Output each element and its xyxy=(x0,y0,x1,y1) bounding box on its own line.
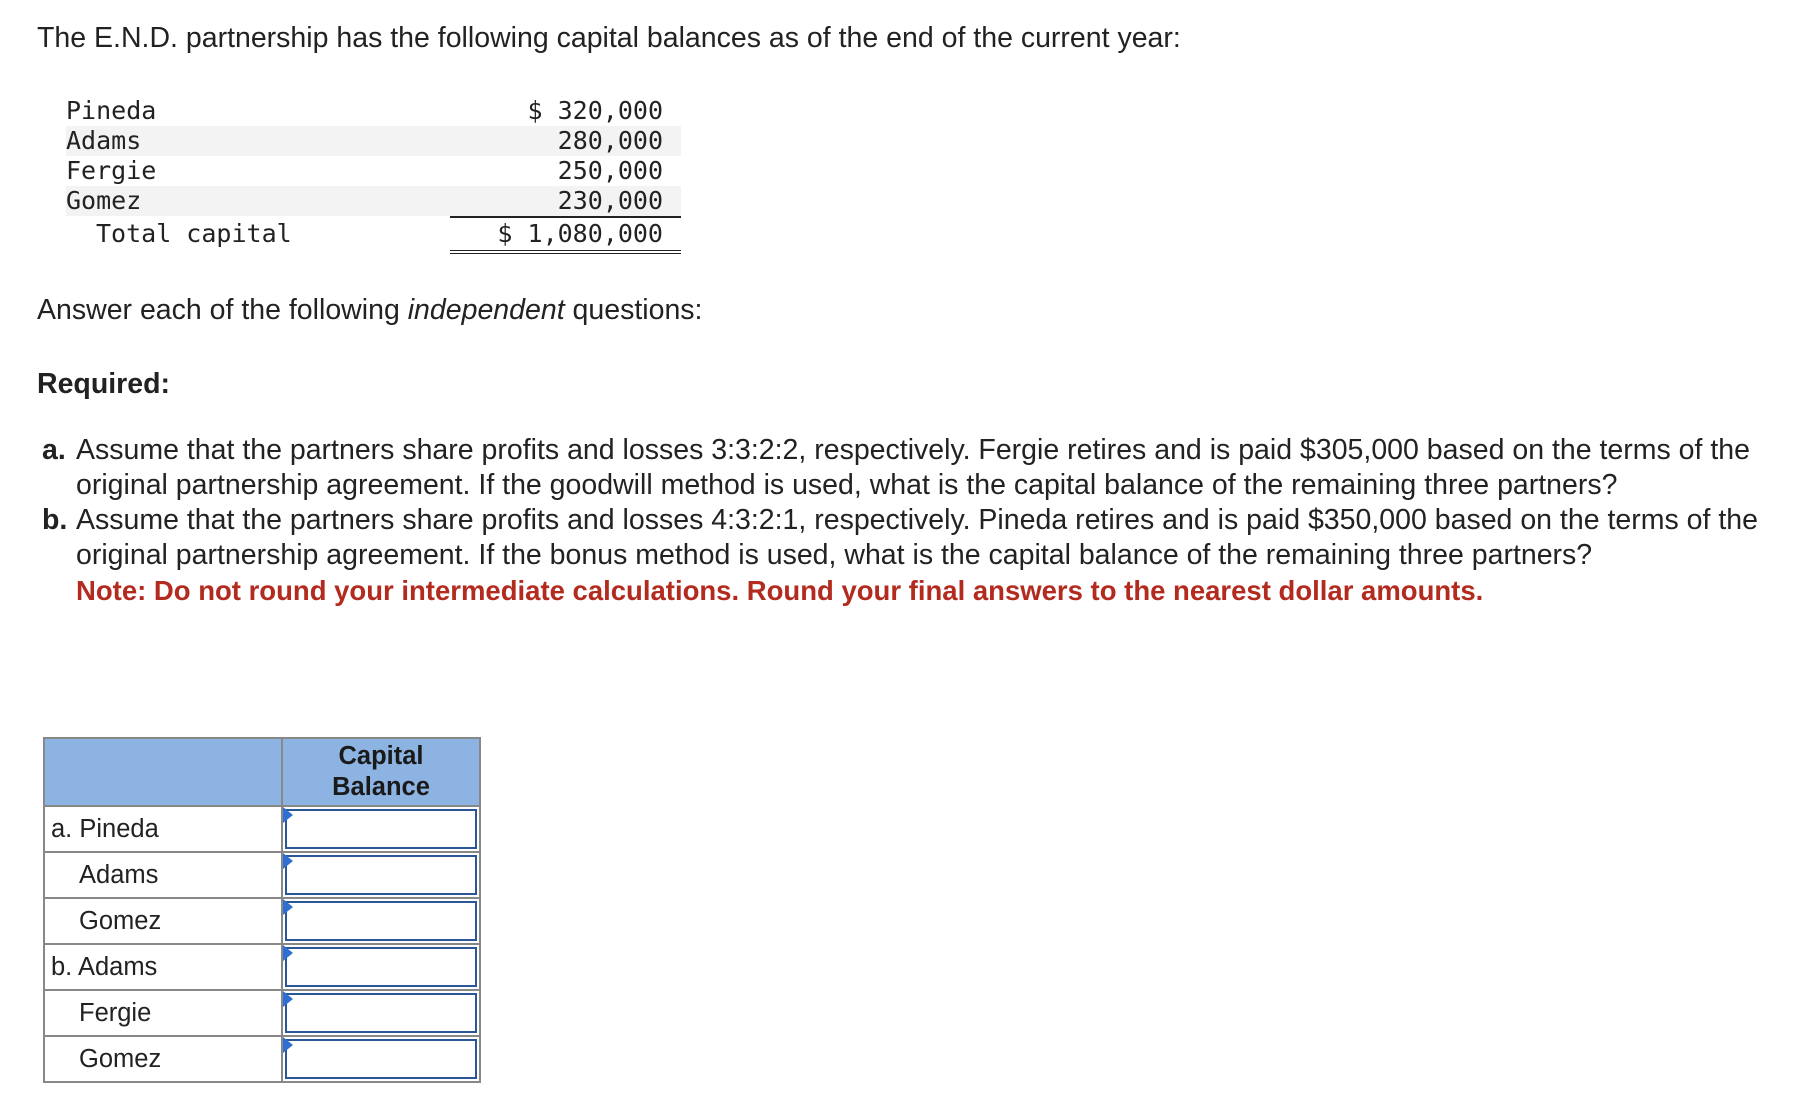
input-cell xyxy=(282,898,480,944)
total-label: Total capital xyxy=(96,219,292,248)
capital-row-adams xyxy=(66,126,681,156)
input-marker-icon xyxy=(283,991,293,1007)
instruction-text xyxy=(37,290,702,330)
input-marker-icon xyxy=(283,945,293,961)
table-row xyxy=(44,852,480,898)
question-text: Assume that the partners share profits and losses 3:3:2:2, respectively. Fergie retires and is paid $305,000 based on the terms of the original partnership agreement. If the goodwill method is used, what is the capital balance of the remaining three partners? xyxy=(76,434,1750,501)
question-text: Assume that the partners share profits and losses 4:3:2:1, respectively. Pineda retires and is paid $350,000 based on the terms of the original partnership agreement. If the bonus method is used, what is the capital balance of the remaining three partners? xyxy=(76,504,1758,571)
instruction-suffix: questions: xyxy=(564,294,703,326)
a-adams-capital-input[interactable] xyxy=(285,855,477,895)
header-line-1: Capital xyxy=(338,742,424,770)
b-fergie-capital-input[interactable] xyxy=(285,993,477,1033)
header-capital-balance xyxy=(282,738,480,806)
partner-amount: $ 320,000 xyxy=(527,96,663,125)
capital-row-pineda xyxy=(66,96,681,126)
rounding-note: Note: Do not round your intermediate calculations. Round your final answers to the nearest dollar amounts. xyxy=(76,575,1484,606)
instruction-prefix: Answer each of the following xyxy=(37,294,408,326)
partner-amount: 230,000 xyxy=(557,186,663,215)
double-underline xyxy=(450,250,681,254)
a-gomez-capital-input[interactable] xyxy=(285,901,477,941)
input-marker-icon xyxy=(283,853,293,869)
question-label: a. xyxy=(42,434,66,466)
input-marker-icon xyxy=(283,1037,293,1053)
row-label: Fergie xyxy=(44,990,282,1036)
partner-name: Gomez xyxy=(66,186,142,215)
input-cell xyxy=(282,852,480,898)
table-row xyxy=(44,990,480,1036)
intro-text: The E.N.D. partnership has the following capital balances as of the end of the current year: xyxy=(37,22,1181,54)
partner-amount: 250,000 xyxy=(557,156,663,185)
input-marker-icon xyxy=(283,899,293,915)
table-row xyxy=(44,1036,480,1082)
capital-row-fergie xyxy=(66,156,681,186)
input-cell xyxy=(282,1036,480,1082)
input-cell xyxy=(282,944,480,990)
partner-name: Fergie xyxy=(66,156,157,185)
question-list xyxy=(42,433,1772,608)
total-amount: $ 1,080,000 xyxy=(497,219,663,248)
table-row xyxy=(44,898,480,944)
row-label: Adams xyxy=(44,852,282,898)
row-label: Gomez xyxy=(44,898,282,944)
capital-balances-table xyxy=(66,96,681,254)
partner-amount: 280,000 xyxy=(557,126,663,155)
row-label: b. Adams xyxy=(44,944,282,990)
question-b xyxy=(42,503,1772,573)
question-a xyxy=(42,433,1772,503)
b-adams-capital-input[interactable] xyxy=(285,947,477,987)
input-cell xyxy=(282,990,480,1036)
table-row xyxy=(44,944,480,990)
row-label: a. Pineda xyxy=(44,806,282,852)
row-label: Gomez xyxy=(44,1036,282,1082)
input-marker-icon xyxy=(283,807,293,823)
instruction-emphasis: independent xyxy=(407,294,565,326)
capital-total-row xyxy=(66,216,681,254)
header-blank-cell xyxy=(44,738,282,806)
question-label: b. xyxy=(42,504,68,536)
header-line-2: Balance xyxy=(332,773,430,801)
partner-name: Adams xyxy=(66,126,142,155)
a-pineda-capital-input[interactable] xyxy=(285,809,477,849)
b-gomez-capital-input[interactable] xyxy=(285,1039,477,1079)
partner-name: Pineda xyxy=(66,96,157,125)
capital-row-gomez xyxy=(66,186,681,216)
answer-table-header xyxy=(44,738,480,806)
required-heading: Required: xyxy=(37,368,171,400)
input-cell xyxy=(282,806,480,852)
answer-table xyxy=(43,737,481,1083)
table-row xyxy=(44,806,480,852)
